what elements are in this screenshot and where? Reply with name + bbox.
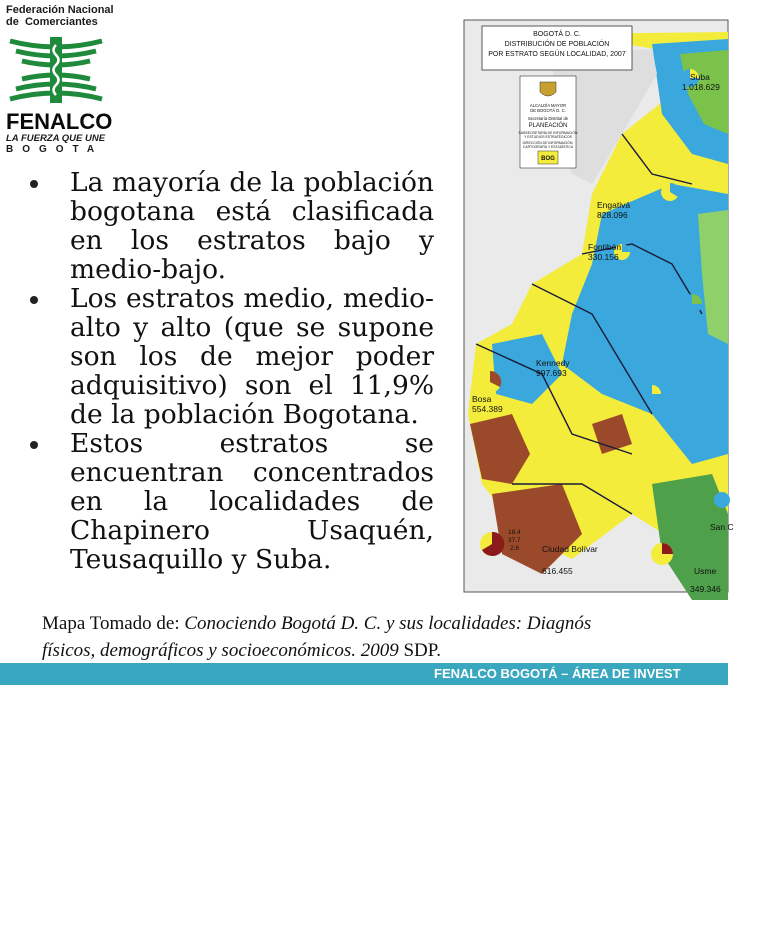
map-inst-line2: DE BOGOTÁ D. C. <box>530 108 566 113</box>
map-title-line3: POR ESTRATO SEGÚN LOCALIDAD, 2007 <box>488 51 626 58</box>
bullet-item <box>30 429 434 574</box>
locality-value-kennedy: 997.693 <box>536 368 567 378</box>
pct-label: 37.7 <box>508 537 521 544</box>
locality-name-kennedy: Kennedy <box>536 358 570 368</box>
locality-name-ciudad-bolivar: Ciudad Bolívar <box>542 544 598 554</box>
locality-value-fontibon: 330.156 <box>588 252 619 262</box>
bullet-list <box>30 168 434 574</box>
map-inst-line5: SUBSECRETARÍA DE INFORMACIÓN <box>518 131 578 135</box>
bullet-dot-icon <box>30 296 38 304</box>
locality-name-fontibon: Fontibón <box>588 242 622 252</box>
logo-org-line2: de Comerciantes <box>6 16 98 28</box>
logo-brand: FENALCO <box>6 109 113 134</box>
logo-org-line1: Federación Nacional <box>6 4 114 16</box>
map-source-caption <box>42 610 762 664</box>
pct-label: 18.4 <box>508 529 521 536</box>
locality-value-bosa: 554.389 <box>472 404 503 414</box>
map-inst-line7: DIRECCIÓN DE INFORMACIÓN, <box>522 141 574 145</box>
map-title-line1: BOGOTÁ D. C. <box>533 31 581 38</box>
fenalco-logo <box>6 4 116 169</box>
caption-title-b: físicos, demográficos y socioeconómicos. 2009 <box>42 640 399 661</box>
bullet-item <box>30 168 434 284</box>
footer-text: FENALCO BOGOTÁ – ÁREA DE INVEST <box>434 666 681 681</box>
map-inst-line6: Y ESTUDIOS ESTRATÉGICOS <box>524 135 572 139</box>
locality-name-usme: Usme <box>694 566 717 576</box>
caption-suffix: SDP. <box>398 640 441 661</box>
logo-tagline: LA FUERZA QUE UNE <box>6 133 106 144</box>
bullet-text: La mayoría de la población bogotana está clasificada en los estratos bajo y medio-bajo. <box>70 167 434 285</box>
caption-title-a: Conociendo Bogotá D. C. y sus localidades: Diagnós <box>184 613 592 634</box>
locality-name-suba: Suba <box>690 72 710 82</box>
bullet-text: Los estratos medio, medio-alto y alto (que se supone son los de mejor poder adquisitivo) son el 11,9% de la población Bogotana. <box>70 283 434 430</box>
logo-city: BOGOTA <box>6 144 104 155</box>
locality-value-ciudad-bolivar: 616.455 <box>542 566 573 576</box>
bullet-text: Estos estratos se encuentran concentrados en la localidades de Chapinero Usaquén, Teusaquillo y Suba. <box>70 428 434 575</box>
map-inst-line8: CARTOGRAFÍA Y ESTADÍSTICA <box>522 145 574 149</box>
map-inst-badge: BOG <box>541 156 555 162</box>
locality-value-usme: 349.346 <box>690 584 721 594</box>
map-inst-line1: ALCALDÍA MAYOR <box>529 103 567 108</box>
map-inst-line3: Secretaría Distrital de <box>527 116 569 121</box>
coat-of-arms-icon <box>540 82 556 96</box>
map-title-line2: DISTRIBUCIÓN DE POBLACIÓN <box>504 41 610 48</box>
bullet-item <box>30 284 434 429</box>
bullet-dot-icon <box>30 441 38 449</box>
footer-bar <box>0 663 728 685</box>
locality-value-suba: 1.018.629 <box>682 82 720 92</box>
stratum-map <box>452 14 734 600</box>
caption-prefix: Mapa Tomado de: <box>42 613 185 634</box>
fenalco-emblem-icon <box>6 31 106 109</box>
bullet-dot-icon <box>30 180 38 188</box>
pct-label: 2.6 <box>510 545 520 552</box>
locality-value-engativa: 828.096 <box>597 210 628 220</box>
bogota-map-svg <box>452 14 734 600</box>
locality-name-san-c: San C <box>710 522 734 532</box>
locality-name-bosa: Bosa <box>472 394 492 404</box>
map-inst-line4: PLANEACIÓN <box>528 123 568 129</box>
locality-name-engativa: Engativá <box>597 200 631 210</box>
